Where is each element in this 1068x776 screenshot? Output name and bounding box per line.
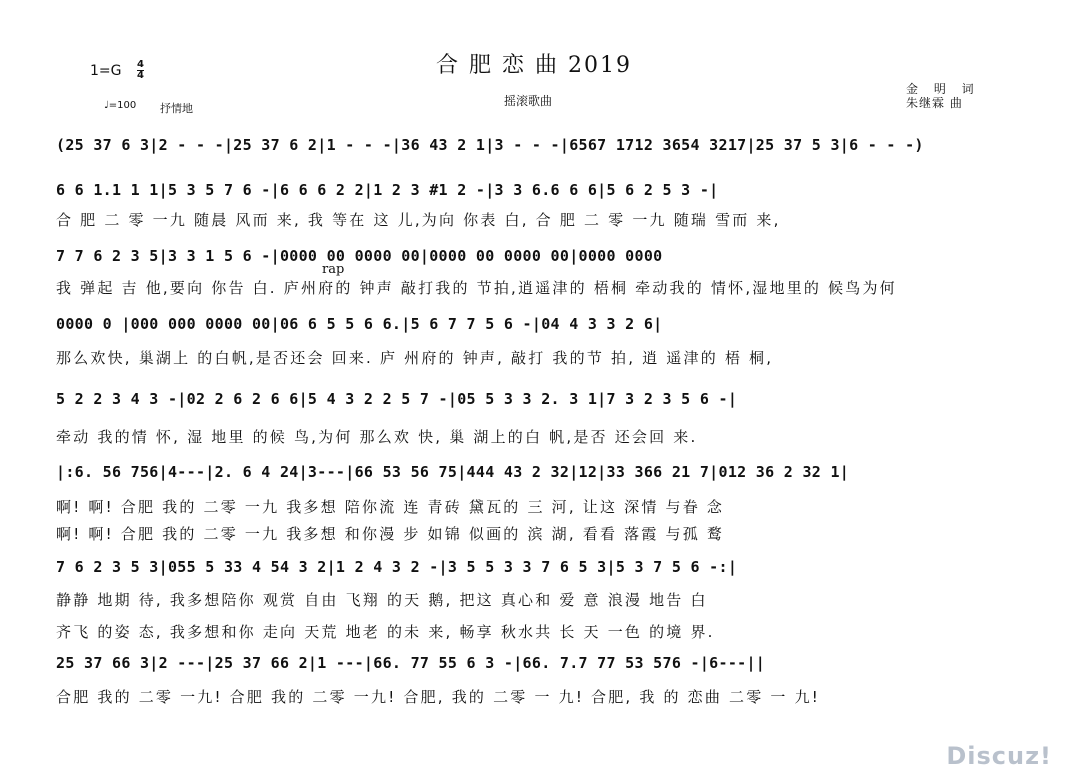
notation-row-5: 5 2 2 3 4 3 -|02 2 6 2 6 6|5 4 3 2 2 5 7 -|05 5 3 3 2. 3 1|7 3 2 3 5 6 -|: [56, 390, 738, 408]
lyric-row-4: 那么欢快, 巢湖上 的白帆,是否还会 回来. 庐 州府的 钟声, 敲打 我的节 拍, 逍 遥津的 梧 桐,: [56, 349, 774, 367]
lyric-row-6b: 啊! 啊! 合肥 我的 二零 一九 我多想 和你漫 步 如锦 似画的 滨 湖, 看看 落霞 与孤 鹜: [56, 525, 725, 543]
rap-mark: rap: [322, 262, 345, 277]
genre-label: 摇滚歌曲: [504, 94, 553, 108]
lyricist-credit: 金 明 词: [906, 82, 980, 96]
notation-row-8: 25 37 66 3|2 ---|25 37 66 2|1 ---|66. 77 55 6 3 -|66. 7.7 77 53 576 -|6---||: [56, 654, 766, 672]
notation-row-2: 6 6 1.1 1 1|5 3 5 7 6 -|6 6 6 2 2|1 2 3 #1 2 -|3 3 6.6 6 6|5 6 2 5 3 -|: [56, 181, 719, 199]
watermark-logo: Discuz!: [946, 742, 1052, 770]
notation-row-7: 7 6 2 3 5 3|055 5 33 4 54 3 2|1 2 4 3 2 -|3 5 5 3 3 7 6 5 3|5 3 7 5 6 -:|: [56, 558, 738, 576]
time-signature: [137, 60, 144, 81]
time-signature-bottom: 4: [137, 70, 144, 81]
composer-credit: 朱继霖 曲: [906, 96, 963, 110]
lyric-row-7a: 静静 地期 待, 我多想陪你 观赏 自由 飞翔 的天 鹅, 把这 真心和 爱 意 浪漫 地告 白: [56, 591, 708, 609]
tempo-mark: ♩=100: [104, 100, 137, 111]
lyric-row-2: 合 肥 二 零 一九 随晨 风而 来, 我 等在 这 儿,为向 你表 白, 合 肥 二 零 一九 随瑞 雪而 来,: [56, 211, 781, 229]
song-title: 合 肥 恋 曲 2019: [436, 53, 632, 78]
expression-mark: 抒情地: [160, 102, 193, 115]
notation-row-4: 0000 0 |000 000 0000 00|06 6 5 5 6 6.|5 6 7 7 5 6 -|04 4 3 3 2 6|: [56, 315, 663, 333]
notation-row-1: (25 37 6 3|2 - - -|25 37 6 2|1 - - -|36 43 2 1|3 - - -|6567 1712 3654 3217|25 37 5 3|6 - - -): [56, 136, 924, 154]
lyric-row-5: 牵动 我的情 怀, 湿 地里 的候 鸟,为何 那么欢 快, 巢 湖上的白 帆,是否 还会回 来.: [56, 428, 698, 446]
lyric-row-8: 合肥 我的 二零 一九! 合肥 我的 二零 一九! 合肥, 我的 二零 一 九! 合肥, 我 的 恋曲 二零 一 九!: [56, 688, 820, 706]
key-signature: 1=G: [90, 63, 122, 79]
notation-row-6: |:6. 56 756|4---|2. 6 4 24|3---|66 53 56 75|444 43 2 32|12|33 366 21 7|012 36 2 32 1|: [56, 463, 850, 481]
lyric-row-7b: 齐飞 的姿 态, 我多想和你 走向 天荒 地老 的未 来, 畅享 秋水共 长 天 一色 的境 界.: [56, 623, 715, 641]
notation-row-3: 7 7 6 2 3 5|3 3 1 5 6 -|0000 00 0000 00|0000 00 0000 00|0000 0000: [56, 247, 663, 265]
lyric-row-3: 我 弹起 吉 他,要向 你告 白. 庐州府的 钟声 敲打我的 节拍,逍遥津的 梧桐 牵动我的 情怀,湿地里的 候鸟为何: [56, 279, 897, 297]
lyric-row-6a: 啊! 啊! 合肥 我的 二零 一九 我多想 陪你流 连 青砖 黛瓦的 三 河, 让这 深情 与眷 念: [56, 498, 725, 516]
time-signature-top: 4: [137, 59, 144, 70]
